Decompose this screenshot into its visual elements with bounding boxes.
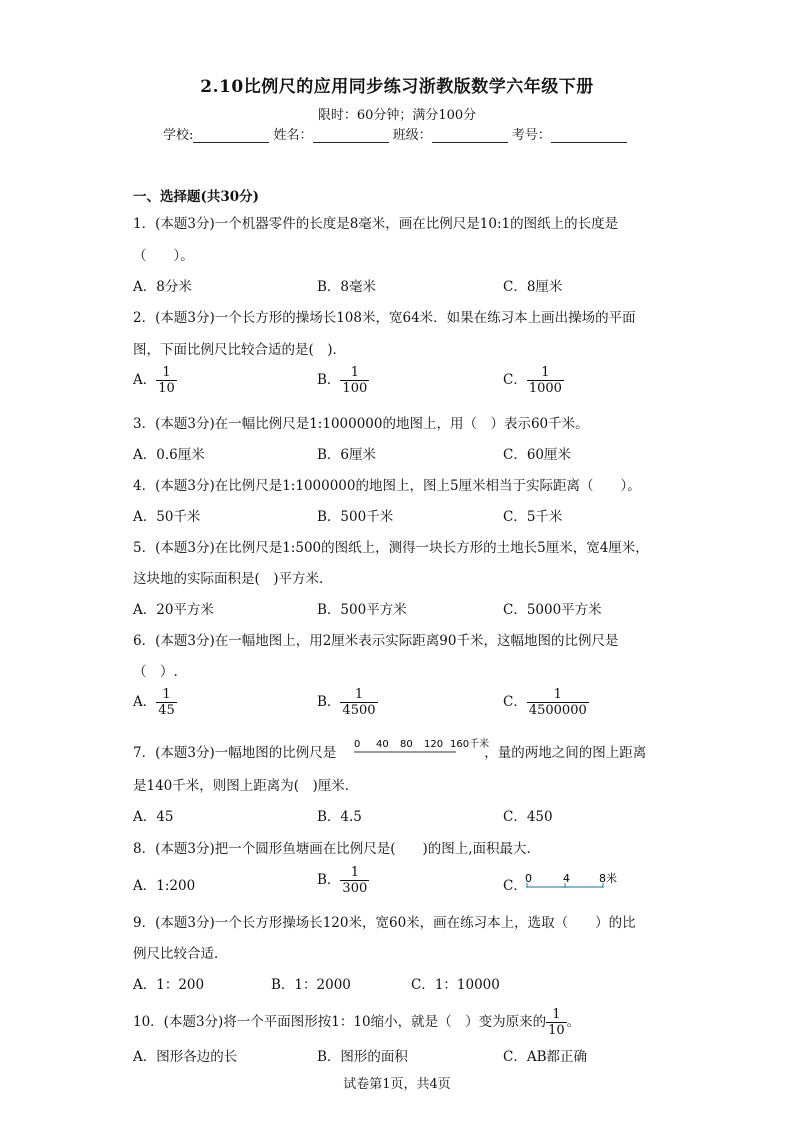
q10-option-b[interactable]: B．图形的面积 bbox=[317, 1049, 408, 1065]
q4-option-a[interactable]: A．50千米 bbox=[133, 509, 201, 525]
q8-option-b[interactable] bbox=[317, 866, 369, 895]
question-8-text: 8．(本题3分)把一个圆形鱼塘画在比例尺是( )的图上,面积最大． bbox=[133, 841, 541, 857]
q8-scale-bar[interactable] bbox=[523, 871, 623, 893]
q5-option-b[interactable]: B．500平方米 bbox=[317, 602, 407, 618]
school-label: 学校: bbox=[163, 128, 194, 143]
scale-label: 0 bbox=[354, 739, 361, 750]
q10-option-a[interactable]: A．图形各边的长 bbox=[133, 1049, 238, 1065]
fraction: $\frac{1}{45}$ bbox=[158, 687, 175, 718]
q7-text-post: ，量的两地之间的图上距离 bbox=[484, 745, 647, 761]
q2-option-a[interactable] bbox=[133, 366, 177, 395]
q7-option-a[interactable]: A．45 bbox=[133, 809, 174, 825]
q9-option-a[interactable]: A．1：200 bbox=[133, 977, 205, 993]
q8-b-prefix: B． bbox=[317, 872, 341, 888]
question-2-text-cont: 图，下面比例尺比较合适的是( )． bbox=[133, 342, 347, 358]
question-1-text-cont: （ ）。 bbox=[133, 248, 194, 264]
q1-option-c[interactable]: C．8厘米 bbox=[503, 279, 563, 295]
q7-option-b[interactable]: B．4.5 bbox=[317, 809, 362, 825]
q9-option-b[interactable]: B．1：2000 bbox=[271, 977, 351, 993]
q2-option-b[interactable] bbox=[317, 366, 369, 395]
q5-option-c[interactable]: C．5000平方米 bbox=[503, 602, 602, 618]
q2-a-prefix: A． bbox=[133, 372, 157, 388]
scale-label: 8米 bbox=[599, 872, 617, 885]
q4-option-c[interactable]: C．5千米 bbox=[503, 509, 563, 525]
q8-option-a[interactable]: A．1:200 bbox=[133, 878, 196, 894]
question-6-text: 6．(本题3分)在一幅地图上，用2厘米表示实际距离90千米，这幅地图的比例尺是 bbox=[133, 633, 619, 649]
exam-no-label: 考号： bbox=[511, 128, 551, 143]
q7-text-pre: 7．(本题3分)一幅地图的比例尺是 bbox=[133, 745, 337, 761]
fraction: $\frac{1}{100}$ bbox=[342, 365, 368, 396]
school-blank[interactable] bbox=[193, 128, 269, 143]
class-label: 班级： bbox=[392, 128, 432, 143]
scale-label: 120 bbox=[424, 739, 444, 750]
fraction: $\frac{1}{4500000}$ bbox=[528, 687, 587, 718]
question-1-text: 1．(本题3分)一个机器零件的长度是8毫米，画在比例尺是10:1的图纸上的长度是 bbox=[133, 216, 619, 232]
question-3-text: 3．(本题3分)在一幅比例尺是1:1000000的地图上，用（ ）表示60千米。 bbox=[133, 416, 589, 432]
name-blank[interactable] bbox=[313, 128, 389, 143]
q7-scale-bar bbox=[352, 736, 492, 758]
question-7-text-cont: 是140千米，则图上距离为( )厘米． bbox=[133, 778, 359, 794]
q4-option-b[interactable]: B．500千米 bbox=[317, 509, 394, 525]
fraction: $\frac{1}{10}$ bbox=[548, 1007, 565, 1038]
q2-c-prefix: C． bbox=[503, 372, 527, 388]
question-9-text-cont: 例尺比较合适． bbox=[133, 946, 228, 962]
scale-label: 4 bbox=[563, 872, 570, 885]
q10-text-post: 。 bbox=[566, 1014, 581, 1030]
q8-c-prefix: C． bbox=[503, 878, 527, 894]
scale-label: 80 bbox=[400, 739, 413, 750]
q1-option-b[interactable]: B．8毫米 bbox=[317, 279, 377, 295]
q6-option-c[interactable] bbox=[503, 688, 589, 717]
exam-no-blank[interactable] bbox=[551, 128, 627, 143]
question-4-text: 4．(本题3分)在比例尺是1:1000000的地图上，图上5厘米相当于实际距离（ ）。 bbox=[133, 478, 641, 494]
question-2-text: 2．(本题3分)一个长方形的操场长108米，宽64米．如果在练习本上画出操场的平面 bbox=[133, 310, 636, 326]
q7-option-c[interactable]: C．450 bbox=[503, 809, 553, 825]
student-info-line bbox=[163, 124, 627, 143]
q3-option-c[interactable]: C．60厘米 bbox=[503, 447, 572, 463]
scale-label: 0 bbox=[525, 872, 532, 885]
q9-option-c[interactable]: C．1：10000 bbox=[411, 977, 500, 993]
q2-b-prefix: B． bbox=[317, 372, 341, 388]
name-label: 姓名： bbox=[273, 128, 313, 143]
fraction: $\frac{1}{10}$ bbox=[158, 365, 175, 396]
scale-label: 40 bbox=[376, 739, 389, 750]
q6-option-b[interactable] bbox=[317, 688, 378, 717]
q6-c-prefix: C． bbox=[503, 694, 527, 710]
q1-option-a[interactable]: A．8分米 bbox=[133, 279, 192, 295]
page-title: 2.10比例尺的应用同步练习浙教版数学六年级下册 bbox=[200, 77, 594, 97]
question-9-text: 9．(本题3分)一个长方形操场长120米，宽60米，画在练习本上，选取（ ）的比 bbox=[133, 915, 636, 931]
section-title: 一、选择题(共30分) bbox=[133, 189, 260, 205]
scale-label: 160千米 bbox=[450, 739, 490, 750]
fraction: $\frac{1}{4500}$ bbox=[342, 687, 376, 718]
q3-option-b[interactable]: B．6厘米 bbox=[317, 447, 377, 463]
q6-option-a[interactable] bbox=[133, 688, 177, 717]
q10-option-c[interactable]: C．AB都正确 bbox=[503, 1049, 587, 1065]
fraction: $\frac{1}{300}$ bbox=[342, 865, 368, 896]
question-5-text: 5．(本题3分)在比例尺是1:500的图纸上，测得一块长方形的土地长5厘米，宽4厘米， bbox=[133, 540, 649, 556]
page-subtitle: 限时：60分钟；满分100分 bbox=[317, 108, 477, 123]
class-blank[interactable] bbox=[432, 128, 508, 143]
question-10-text bbox=[133, 1008, 580, 1037]
question-5-text-cont: 这块地的实际面积是( )平方米． bbox=[133, 571, 333, 587]
page-footer: 试卷第1页，共4页 bbox=[343, 1077, 451, 1092]
q6-a-prefix: A． bbox=[133, 694, 157, 710]
fraction: $\frac{1}{1000}$ bbox=[528, 365, 562, 396]
q6-b-prefix: B． bbox=[317, 694, 341, 710]
q5-option-a[interactable]: A．20平方米 bbox=[133, 602, 214, 618]
q2-option-c[interactable] bbox=[503, 366, 564, 395]
q3-option-a[interactable]: A．0.6厘米 bbox=[133, 447, 205, 463]
q10-text-pre: 10．(本题3分)将一个平面图形按1：10缩小，就是（ ）变为原来的 bbox=[133, 1014, 547, 1030]
question-6-text-cont: （ ）. bbox=[133, 664, 178, 680]
